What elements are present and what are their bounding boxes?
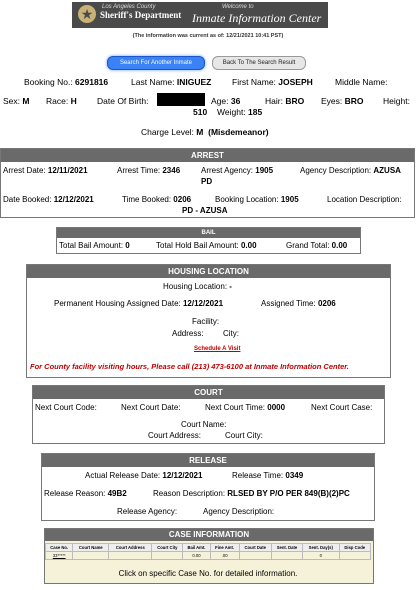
facility-label: Facility: (192, 317, 220, 326)
case-table-header-row (46, 544, 371, 552)
info-current-note: (The information was current as of: 12/21/2021 10:41 PST) (132, 33, 284, 39)
case-table (45, 543, 371, 560)
col-sent-days: Sent. Day(s) (303, 544, 339, 552)
table-row (46, 552, 371, 560)
arrest-date-field: Arrest Date: 12/11/2021 (3, 166, 88, 175)
charge-level-field: Charge Level: M (Misdemeanor) (141, 127, 269, 137)
header-banner (72, 2, 328, 28)
location-description-value: PD - AZUSA (182, 206, 228, 215)
release-reason-field: Release Reason: 49B2 (44, 489, 127, 498)
booking-no-field: Booking No.: 6291816 (24, 77, 109, 87)
page-title: Inmate Information Center (192, 11, 322, 25)
case-header: CASE INFORMATION (45, 529, 373, 541)
court-name-label: Court Name: (181, 420, 227, 429)
county-label: Los Angeles County (102, 4, 156, 10)
cell-disp-code (339, 552, 371, 560)
court-header: COURT (33, 386, 384, 399)
col-bail-amt: Bail Amt. (183, 544, 210, 552)
search-another-inmate-button[interactable]: Search For Another Inmate (107, 56, 205, 70)
agency-description-line2: PD (201, 177, 213, 186)
col-court-city: Court City (152, 544, 183, 552)
cell-court-name (73, 552, 109, 560)
case-no-link[interactable]: 33***** (46, 552, 73, 560)
race-field: Race: H (46, 96, 77, 106)
housing-header: HOUSING LOCATION (27, 265, 390, 278)
cell-bail-amt: 0.00 (183, 552, 210, 560)
court-address-label: Court Address: (148, 431, 201, 440)
assigned-time-field: Assigned Time: 0206 (261, 299, 336, 308)
first-name-field: First Name: JOSEPH (232, 77, 313, 87)
next-court-time-field: Next Court Time: 0000 (205, 403, 286, 412)
eyes-field: Eyes: BRO (321, 96, 364, 106)
perm-housing-date-field: Permanent Housing Assigned Date: 12/12/2021 (54, 299, 224, 308)
middle-name-label: Middle Name: (335, 77, 388, 87)
col-case-no: Case No. (46, 544, 73, 552)
date-booked-field: Date Booked: 12/12/2021 (3, 195, 94, 204)
dob-redaction (157, 93, 205, 106)
cell-sent-date (271, 552, 302, 560)
schedule-visit-link[interactable]: Schedule A Visit (194, 346, 241, 352)
cell-court-date (239, 552, 271, 560)
cell-sent-days: 0 (303, 552, 339, 560)
next-court-case-label: Next Court Case: (311, 403, 373, 412)
case-click-note: Click on specific Case No. for detailed information. (118, 569, 298, 578)
visiting-hours-note: For County facility visiting hours, Please call (213) 473-6100 at Inmate Information Center. (30, 362, 349, 371)
booking-location-field: Booking Location: 1905 (215, 195, 299, 204)
total-bail-field: Total Bail Amount: 0 (59, 241, 130, 250)
col-court-name: Court Name (73, 544, 109, 552)
city-label: City: (223, 329, 239, 338)
address-label: Address: (172, 329, 204, 338)
col-court-address: Court Address (109, 544, 152, 552)
age-field: Age: 36 (211, 96, 241, 106)
release-header: RELEASE (42, 454, 374, 467)
arrest-header: ARREST (1, 149, 414, 162)
agency-description-field: Agency Description: AZUSA (300, 166, 401, 175)
col-fine-amt: Fine Amt. (210, 544, 239, 552)
col-court-date: Court Date (239, 544, 271, 552)
height-label: Height: (383, 96, 410, 106)
last-name-field: Last Name: INIGUEZ (131, 77, 212, 87)
col-disp-code: Disp Code (339, 544, 371, 552)
hold-bail-field: Total Hold Bail Amount: 0.00 (156, 241, 257, 250)
court-city-label: Court City: (225, 431, 263, 440)
release-date-field: Actual Release Date: 12/12/2021 (85, 471, 203, 480)
time-booked-field: Time Booked: 0206 (122, 195, 192, 204)
housing-location-field: Housing Location: - (163, 282, 232, 291)
next-court-date-label: Next Court Date: (121, 403, 181, 412)
release-time-field: Release Time: 0349 (232, 471, 304, 480)
location-description-label: Location Description: (327, 195, 402, 204)
arrest-agency-field: Arrest Agency: 1905 (201, 166, 274, 175)
dob-label: Date Of Birth: (97, 96, 149, 106)
cell-court-address (109, 552, 152, 560)
height-value: 510 (193, 107, 208, 117)
bail-header: BAIL (57, 228, 360, 238)
release-agency-label: Release Agency: (117, 507, 178, 516)
arrest-time-field: Arrest Time: 2346 (117, 166, 181, 175)
cell-court-city (152, 552, 183, 560)
sheriff-star-icon: ★ (78, 5, 96, 23)
grand-total-field: Grand Total: 0.00 (286, 241, 348, 250)
back-to-results-button[interactable]: Back To The Search Result (212, 56, 306, 70)
court-section (32, 385, 385, 444)
department-name: Sheriff's Department (100, 10, 182, 20)
welcome-label: Welcome to (222, 4, 254, 10)
cell-fine-amt: .00 (210, 552, 239, 560)
weight-field: Weight: 185 (217, 107, 263, 117)
sex-field: Sex: M (3, 96, 30, 106)
col-sent-date: Sent. Date (271, 544, 302, 552)
next-court-code-label: Next Court Code: (35, 403, 97, 412)
reason-description-field: Reason Description: RLSED BY P/O PER 849(B)(2)PC (153, 489, 350, 498)
hair-field: Hair: BRO (265, 96, 305, 106)
release-agency-description-label: Agency Description: (203, 507, 275, 516)
